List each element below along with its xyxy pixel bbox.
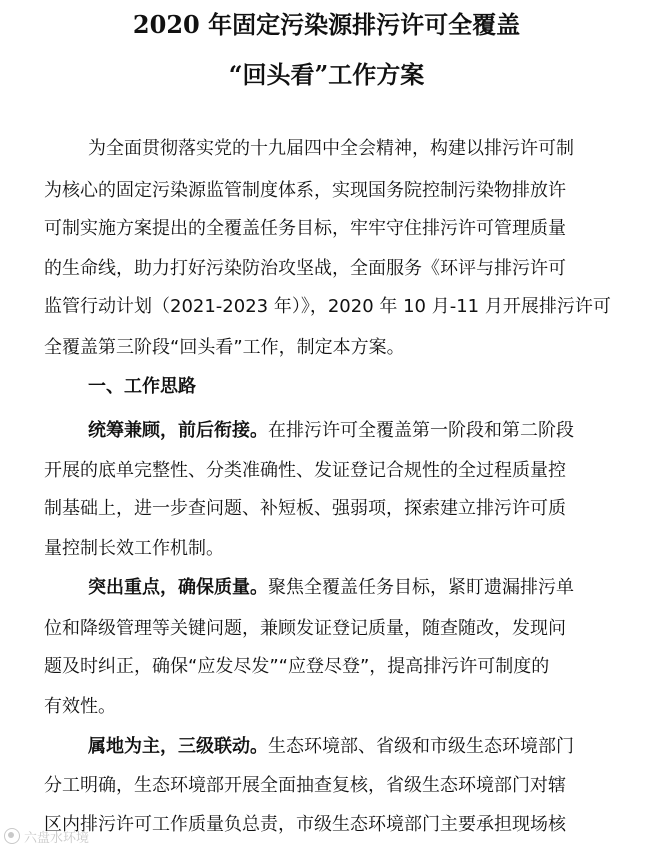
paragraph-line: 制基础上，进一步查问题、补短板、强弱项，探索建立排污许可质 — [44, 498, 566, 519]
paragraph-line: 题及时纠正，确保“应发尽发”“应登尽登”，提高排污许可制度的 — [44, 656, 550, 677]
paragraph-text: 生态环境部、省级和市级生态环境部门 — [268, 736, 574, 757]
intro-line: 全覆盖第三阶段“回头看”工作，制定本方案。 — [44, 337, 405, 358]
document-title-line-2: “回头看”工作方案 — [228, 60, 425, 89]
paragraph-lead: 属地为主，三级联动。 — [88, 736, 268, 757]
intro-line: 监管行动计划（2021-2023 年）》，2020 年 10 月-11 月开展排污许可 — [44, 296, 611, 317]
paragraph-first-line — [88, 420, 574, 442]
document-title-line-1: 2020 年固定污染源排污许可全覆盖 — [132, 10, 521, 39]
intro-line: 为核心的固定污染源监管制度体系，实现国务院控制污染物排放许 — [44, 180, 566, 201]
section-heading: 一、工作思路 — [88, 376, 196, 397]
intro-line: 为全面贯彻落实党的十九届四中全会精神，构建以排污许可制 — [88, 138, 574, 159]
paragraph-text: 在排污许可全覆盖第一阶段和第二阶段 — [268, 420, 574, 441]
weibo-icon — [4, 828, 20, 844]
paragraph-line: 有效性。 — [44, 696, 116, 717]
watermark — [4, 826, 89, 846]
paragraph-line: 位和降级管理等关键问题，兼顾发证登记质量，随查随改，发现问 — [44, 618, 566, 639]
intro-line: 可制实施方案提出的全覆盖任务目标，牢牢守住排污许可管理质量 — [44, 218, 566, 239]
paragraph-line: 量控制长效工作机制。 — [44, 538, 224, 559]
watermark-text: 六盘水环境 — [24, 830, 90, 846]
paragraph-lead: 突出重点，确保质量。 — [88, 577, 268, 598]
paragraph-first-line — [88, 736, 574, 758]
paragraph-line: 分工明确，生态环境部开展全面抽查复核，省级生态环境部门对辖 — [44, 775, 566, 796]
paragraph-text: 聚焦全覆盖任务目标，紧盯遗漏排污单 — [268, 577, 574, 598]
paragraph-lead: 统筹兼顾，前后衔接。 — [88, 420, 268, 441]
paragraph-first-line — [88, 577, 574, 599]
paragraph-line: 开展的底单完整性、分类准确性、发证登记合规性的全过程质量控 — [44, 460, 566, 481]
intro-line: 的生命线，助力打好污染防治攻坚战，全面服务《环评与排污许可 — [44, 258, 566, 279]
paragraph-line: 区内排污许可工作质量负总责，市级生态环境部门主要承担现场核 — [44, 814, 566, 835]
